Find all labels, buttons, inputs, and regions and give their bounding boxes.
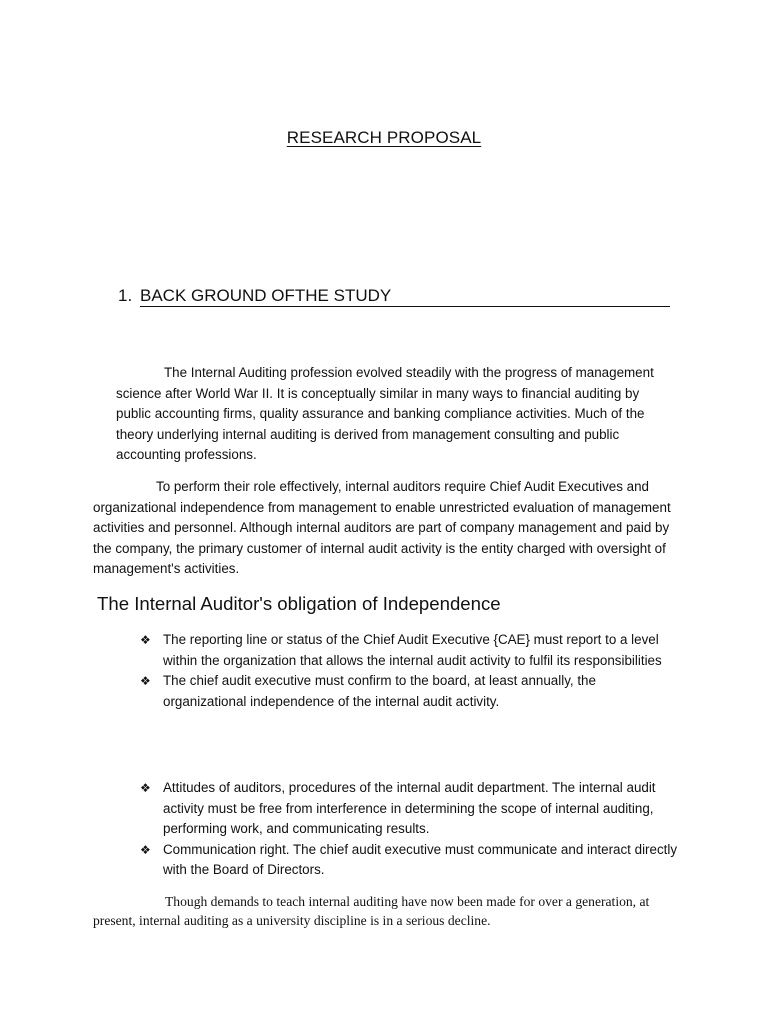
section-heading-text: BACK GROUND OFTHE STUDY xyxy=(140,286,670,307)
section-heading xyxy=(118,286,670,307)
bullet-text: Attitudes of auditors, procedures of the internal audit department. The internal audit activity must be free from interference in determining the scope of internal auditing, performing work, and communicating results. xyxy=(163,780,656,837)
diamond-bullet-icon: ❖ xyxy=(140,842,151,857)
bullet-text: The chief audit executive must confirm to the board, at least annually, the organizational independence of the internal audit activity. xyxy=(163,673,596,709)
paragraph-background: The Internal Auditing profession evolved steadily with the progress of management science after World War II. It is conceptually similar in many ways to financial auditing by public accounting firms, quality assurance and banking compliance activities. Much of the theory underlying internal auditing is derived from management consulting and public accounting professions. xyxy=(116,365,654,463)
bullet-list-reporting xyxy=(140,630,680,712)
list-item xyxy=(140,778,680,840)
list-item xyxy=(140,630,680,671)
diamond-bullet-icon: ❖ xyxy=(140,674,151,689)
subheading-independence: The Internal Auditor's obligation of Independence xyxy=(97,593,501,614)
bullet-list-attitudes xyxy=(140,778,680,881)
paragraph-independence-requirement: To perform their role effectively, internal auditors require Chief Audit Executives and organizational independence from management to enable unrestricted evaluation of management activities and personnel. Although internal auditors are part of company management and paid by the company, the primary customer of internal audit activity is the entity charged with oversight of management's activities. xyxy=(93,479,671,577)
section-number: 1. xyxy=(118,286,133,305)
document-title: RESEARCH PROPOSAL xyxy=(286,128,482,147)
bullet-text: Communication right. The chief audit executive must communicate and interact directly with the Board of Directors. xyxy=(163,841,678,878)
diamond-bullet-icon: ❖ xyxy=(140,781,151,795)
bullet-text: The reporting line or status of the Chief Audit Executive {CAE} must report to a level within the organization that allows the internal audit activity to fulfil its responsibilities xyxy=(163,632,662,668)
paragraph-closing: Though demands to teach internal auditing have now been made for over a generation, at present, internal auditing as a university discipline is in a serious decline. xyxy=(93,894,650,928)
diamond-bullet-icon: ❖ xyxy=(140,633,151,647)
list-item xyxy=(140,840,680,881)
list-item xyxy=(140,671,680,712)
